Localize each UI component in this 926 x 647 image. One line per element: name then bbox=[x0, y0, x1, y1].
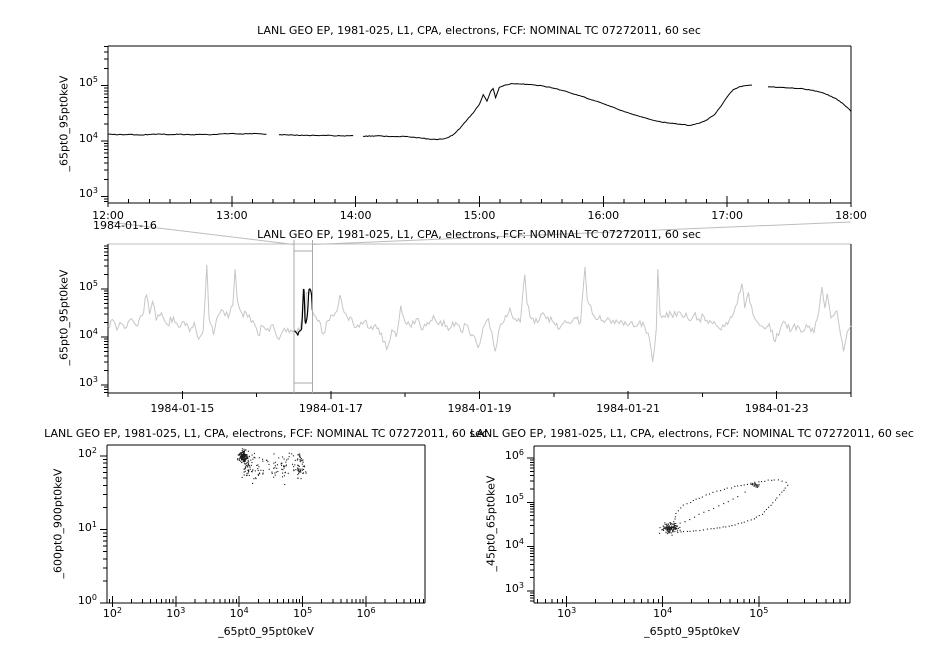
context-plot-x-tick-label: 1984-01-15 bbox=[150, 402, 215, 415]
scatter-left-x-tick-label: $10^4$ bbox=[229, 606, 249, 620]
top-plot-y-ticks bbox=[101, 47, 108, 202]
scatter-left-x-axis-label: _65pt0_95pt0keV bbox=[218, 625, 314, 638]
scatter-left-plot-panel[interactable] bbox=[107, 445, 425, 603]
context-plot-y-axis-label: _65pt0_95pt0keV bbox=[57, 269, 71, 366]
scatter-left-x-tick-label: $10^5$ bbox=[293, 606, 313, 620]
scatter-left-y-ticks bbox=[100, 456, 107, 603]
top-plot-y-tick-label: $10^3$ bbox=[78, 186, 98, 201]
context-plot-x-tick-label: 1984-01-19 bbox=[447, 402, 512, 415]
context-overview-plot-panel[interactable] bbox=[108, 244, 851, 393]
top-plot-x-tick-label: 16:00 bbox=[587, 209, 620, 222]
context-plot-y-tick-label: $10^4$ bbox=[78, 326, 98, 341]
scatter-right-y-tick-label: $10^6$ bbox=[504, 447, 524, 462]
scatter-right-y-axis-label: _45pt0_65pt0keV bbox=[484, 475, 498, 572]
top-plot-y-axis-label: _65pt0_95pt0keV bbox=[57, 75, 71, 172]
top-zoom-plot-panel[interactable] bbox=[108, 46, 851, 203]
context-plot-title: LANL GEO EP, 1981-025, L1, CPA, electrons, FCF: NOMINAL TC 07272011, 60 sec bbox=[257, 228, 701, 241]
context-plot-x-tick-label: 1984-01-17 bbox=[298, 402, 363, 415]
scatter-left-x-tick-label: $10^3$ bbox=[166, 606, 186, 620]
context-plot-y-ticks bbox=[101, 246, 108, 393]
scatter-left-title: LANL GEO EP, 1981-025, L1, CPA, electrons, FCF: NOMINAL TC 07272011, 60 sec bbox=[44, 427, 488, 440]
scatter-right-y-tick-label: $10^4$ bbox=[504, 536, 524, 551]
scatter-left-x-tick-label: $10^2$ bbox=[102, 606, 122, 620]
scatter-left-x-tick-label: $10^6$ bbox=[356, 606, 376, 620]
scatter-right-plot-panel[interactable] bbox=[534, 446, 850, 603]
scatter-right-x-axis-label: _65pt0_95pt0keV bbox=[644, 625, 740, 638]
scatter-left-y-tick-label: $10^2$ bbox=[77, 446, 97, 461]
top-plot-x-tick-label: 13:00 bbox=[215, 209, 248, 222]
top-plot-x-tick-label: 15:00 bbox=[463, 209, 496, 222]
scatter-right-y-ticks bbox=[527, 458, 534, 601]
top-plot-y-tick-label: $10^4$ bbox=[78, 130, 98, 145]
top-plot-x-tick-label: 14:00 bbox=[339, 209, 372, 222]
scatter-right-y-tick-label: $10^5$ bbox=[504, 492, 524, 507]
top-plot-y-tick-label: $10^5$ bbox=[78, 75, 98, 90]
context-plot-x-tick-label: 1984-01-23 bbox=[744, 402, 809, 415]
context-date-label: 1984-01-16 bbox=[93, 219, 157, 232]
scatter-right-y-tick-label: $10^3$ bbox=[504, 581, 524, 596]
scatter-left-y-tick-label: $10^0$ bbox=[77, 593, 97, 607]
scatter-left-y-tick-label: $10^1$ bbox=[77, 519, 97, 534]
context-plot-y-tick-label: $10^5$ bbox=[78, 279, 98, 294]
top-plot-title: LANL GEO EP, 1981-025, L1, CPA, electrons, FCF: NOMINAL TC 07272011, 60 sec bbox=[257, 24, 701, 37]
top-plot-x-tick-label: 18:00 bbox=[835, 209, 867, 222]
top-plot-x-tick-label: 12:00 bbox=[92, 209, 124, 222]
scatter-right-title: LANL GEO EP, 1981-025, L1, CPA, electrons, FCF: NOMINAL TC 07272011, 60 sec bbox=[470, 427, 914, 440]
context-plot-x-tick-label: 1984-01-21 bbox=[596, 402, 661, 415]
scatter-right-x-tick-label: $10^5$ bbox=[749, 606, 769, 620]
top-plot-x-tick-label: 17:00 bbox=[711, 209, 743, 222]
scatter-left-y-axis-label: _600pt0_900pt0keV bbox=[51, 468, 65, 579]
scatter-right-x-tick-label: $10^3$ bbox=[557, 606, 577, 620]
context-plot-y-tick-label: $10^3$ bbox=[78, 374, 98, 389]
scatter-right-x-tick-label: $10^4$ bbox=[653, 606, 673, 620]
